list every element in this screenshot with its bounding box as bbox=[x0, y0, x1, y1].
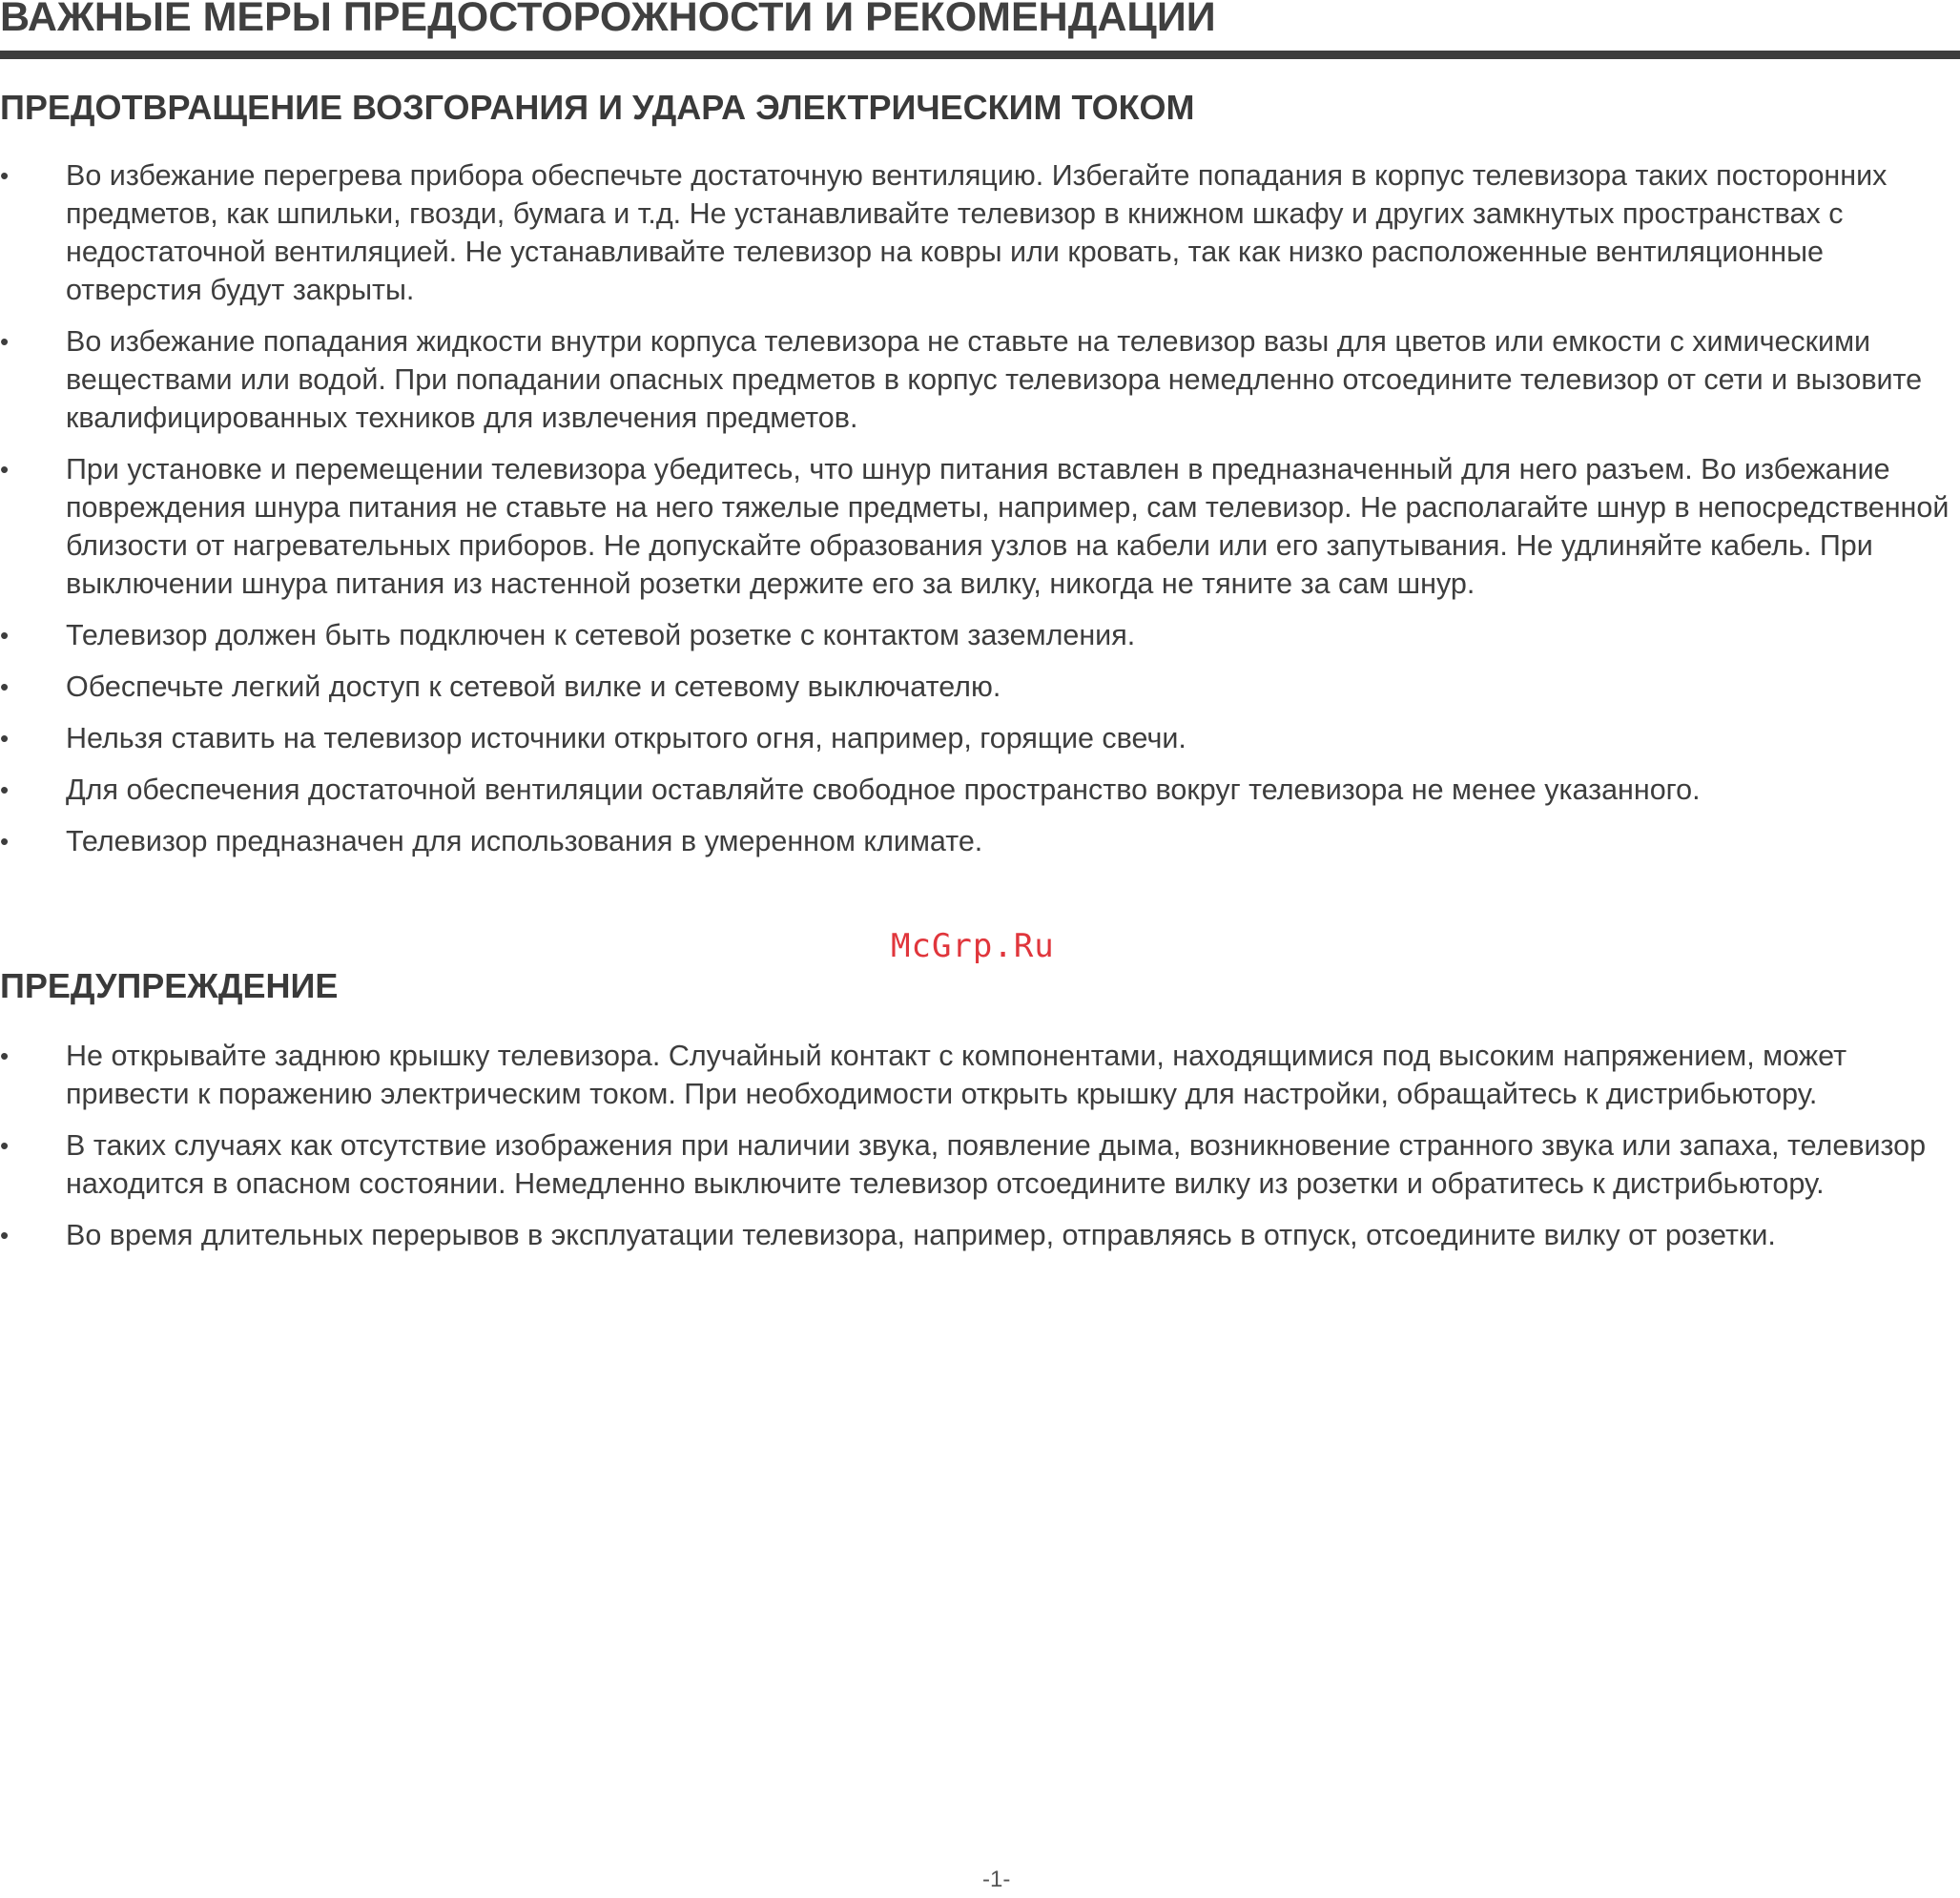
bullet-text: В таких случаях как отсутствие изображения при наличии звука, появление дыма, возникновение странного звука или запаха, телевизор находится в опасном состоянии. Немедленно выключите телевизор отсоедините вилку из розетки и обратитесь к дистрибьютору. bbox=[66, 1129, 1927, 1200]
bullet-item bbox=[0, 156, 1955, 309]
bullet-marker: • bbox=[0, 775, 10, 804]
bullet-marker: • bbox=[0, 1131, 10, 1160]
bullet-text: Во избежание попадания жидкости внутри корпуса телевизора не ставьте на телевизор вазы для цветов или емкости с химическими веществами или водой. При попадании опасных предметов в корпус телевизора немедленно отсоедините телевизор от сети и вызовите квалифицированных техников для извлечения предметов. bbox=[66, 325, 1923, 434]
bullet-text: Обеспечьте легкий доступ к сетевой вилке и сетевому выключателю. bbox=[66, 670, 1001, 703]
bullet-item bbox=[0, 668, 1955, 706]
bullet-text: Телевизор предназначен для использования в умеренном климате. bbox=[66, 825, 983, 857]
bullet-item bbox=[0, 450, 1955, 603]
bullet-marker: • bbox=[0, 1221, 10, 1249]
page-number: -1- bbox=[982, 1867, 1011, 1892]
bullet-text: Нельзя ставить на телевизор источники открытого огня, например, горящие свечи. bbox=[66, 722, 1186, 754]
bullet-text: Не открывайте заднюю крышку телевизора. Случайный контакт с компонентами, находящимися под высоким напряжением, может привести к поражению электрическим током. При необходимости открыть крышку для настройки, обращайтесь к дистрибьютору. bbox=[66, 1040, 1847, 1110]
warning-bullet-list bbox=[0, 1037, 1955, 1268]
bullet-marker: • bbox=[0, 724, 10, 753]
bullet-item bbox=[0, 822, 1955, 860]
bullet-marker: • bbox=[0, 161, 10, 190]
bullet-text: При установке и перемещении телевизора убедитесь, что шнур питания вставлен в предназначенный для него разъем. Во избежание повреждения шнура питания не ставьте на него тяжелые предметы, например, сам телевизор. Не располагайте шнур в непосредственной близости от нагревательных приборов. Не допускайте образования узлов на кабели или его запутывания. Не удлиняйте кабель. При выключении шнура питания из настенной розетки держите его за вилку, никогда не тяните за сам шнур. bbox=[66, 453, 1950, 600]
watermark-text: McGrp.Ru bbox=[891, 927, 1055, 965]
page-title: ВАЖНЫЕ МЕРЫ ПРЕДОСТОРОЖНОСТИ И РЕКОМЕНДАЦИИ bbox=[0, 0, 1216, 40]
bullet-item bbox=[0, 1216, 1955, 1254]
bullet-item bbox=[0, 1126, 1955, 1203]
bullet-text: Во время длительных перерывов в эксплуатации телевизора, например, отправляясь в отпуск, отсоедините вилку от розетки. bbox=[66, 1219, 1776, 1251]
bullet-text: Для обеспечения достаточной вентиляции оставляйте свободное пространство вокруг телевизора не менее указанного. bbox=[66, 774, 1701, 806]
bullet-marker: • bbox=[0, 455, 10, 484]
bullet-item bbox=[0, 322, 1955, 437]
bullet-marker: • bbox=[0, 827, 10, 856]
bullet-marker: • bbox=[0, 1042, 10, 1070]
bullet-text: Телевизор должен быть подключен к сетевой розетке с контактом заземления. bbox=[66, 619, 1136, 651]
bullet-marker: • bbox=[0, 672, 10, 701]
bullet-item bbox=[0, 719, 1955, 757]
bullet-item bbox=[0, 771, 1955, 809]
bullet-marker: • bbox=[0, 621, 10, 650]
bullet-item bbox=[0, 616, 1955, 654]
title-underline-rule bbox=[0, 51, 1960, 59]
section-heading-warning: ПРЕДУПРЕЖДЕНИЕ bbox=[0, 966, 339, 1005]
bullet-marker: • bbox=[0, 327, 10, 356]
fire-shock-bullet-list bbox=[0, 156, 1955, 874]
bullet-item bbox=[0, 1037, 1955, 1113]
bullet-text: Во избежание перегрева прибора обеспечьте достаточную вентиляцию. Избегайте попадания в корпус телевизора таких посторонних предметов, как шпильки, гвозди, бумага и т.д. Не устанавливайте телевизор в книжном шкафу и других замкнутых пространствах с недостаточной вентиляцией. Не устанавливайте телевизор на ковры или кровать, так как низко расположенные вентиляционные отверстия будут закрыты. bbox=[66, 159, 1888, 306]
section-heading-fire-shock: ПРЕДОТВРАЩЕНИЕ ВОЗГОРАНИЯ И УДАРА ЭЛЕКТРИЧЕСКИМ ТОКОМ bbox=[0, 88, 1195, 127]
